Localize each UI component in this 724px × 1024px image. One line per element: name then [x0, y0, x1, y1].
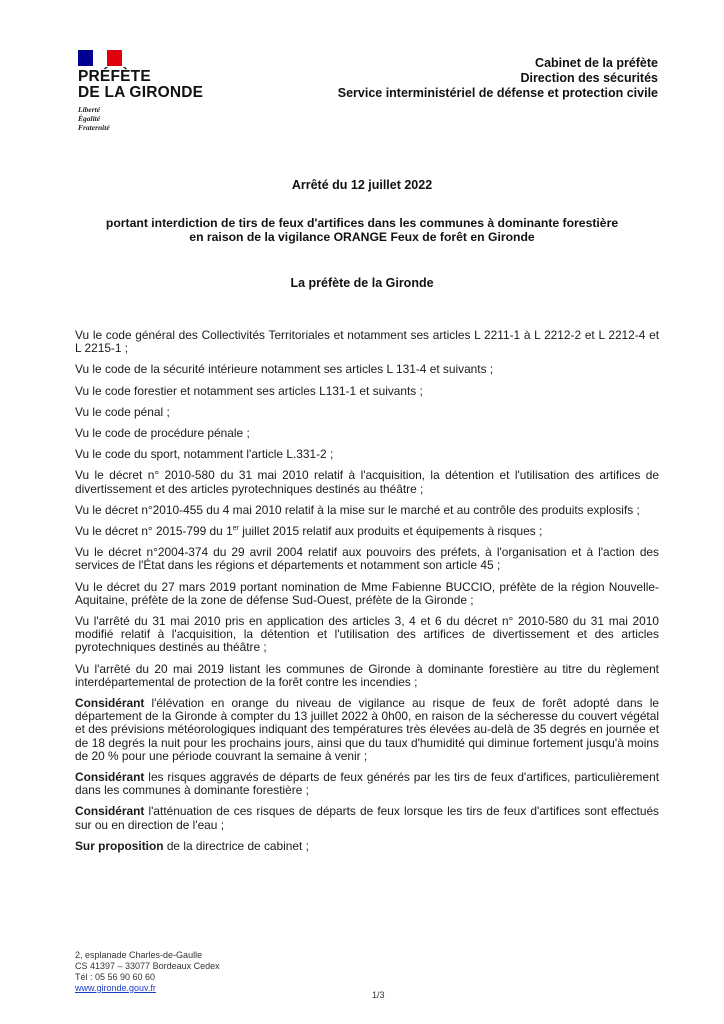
recital-paragraph	[75, 581, 659, 607]
recital-text: Vu l'arrêté du 31 mai 2010 pris en application des articles 3, 4 et 6 du décret n° 2010-580 du 31 mai 2010 modifié relatif à l'acquisition, la détention et l'utilisation des artifices de divertissement et des articles pyrotechniques destinés au théâtre ;	[75, 614, 659, 655]
recital-text: Vu le décret du 27 mars 2019 portant nomination de Mme Fabienne BUCCIO, préfète de la région Nouvelle-Aquitaine, préfète de la zone de défense Sud-Ouest, préfète de la Gironde ;	[75, 579, 659, 607]
page-number: 1/3	[372, 990, 385, 1000]
recital-text: Vu l'arrêté du 20 mai 2019 listant les communes de Gironde à dominante forestière au titre du règlement interdépartemental de protection de la forêt contre les incendies ;	[75, 661, 659, 689]
recital-paragraph	[75, 406, 659, 419]
recital-paragraph	[75, 448, 659, 461]
decree-subject	[0, 216, 724, 244]
flag-stripe	[78, 50, 93, 66]
decree-title: Arrêté du 12 juillet 2022	[291, 178, 433, 192]
prefecture-logo	[78, 50, 218, 132]
issuing-service	[338, 56, 658, 101]
recital-text: Vu le code de la sécurité intérieure notamment ses articles L 131-4 et suivants ;	[75, 362, 494, 377]
recital-superscript: er	[232, 525, 239, 533]
republic-motto	[78, 105, 218, 132]
service-line-cabinet: Cabinet de la préfète	[535, 56, 658, 70]
recital-text: Vu le code général des Collectivités Territoriales et notamment ses articles L 2211-1 à L 2212-2 et L 2212-4 et L 2215-1 ;	[75, 328, 659, 356]
motto-egalite: Égalité	[78, 114, 101, 123]
logo-line-1: PRÉFÈTE	[78, 68, 151, 85]
issuing-authority: La préfète de la Gironde	[290, 276, 434, 290]
recital-text: l'élévation en orange du niveau de vigilance au risque de feux de forêt adopté dans le département de la Gironde à compter du 13 juillet 2022 à 0h00, en raison de la sécheresse du couvert végétal et des prévisions météorologiques indiquant des températures très élevées au-delà de 35 degrés en journée et de 18 degrés la nuit pour les prochains jours, ainsi que du taux d'humidité qui diminue fortement jusqu'à moins de 20 % pour une période couvrant la semaine à venir ;	[75, 696, 659, 763]
recital-text: Vu le code forestier et notamment ses articles L131-1 et suivants ;	[75, 383, 423, 398]
footer-website-link[interactable]: www.gironde.gouv.fr	[75, 983, 156, 993]
recital-paragraph	[75, 363, 659, 376]
recital-text: Vu le code du sport, notamment l'article L.331-2 ;	[75, 447, 334, 462]
recital-text: Vu le décret n° 2015-799 du 1	[75, 524, 233, 539]
recital-text: Vu le décret n°2004-374 du 29 avril 2004 relatif aux pouvoirs des préfets, à l'organisation et à l'action des services de l'État dans les régions et départements et notamment son article 45 ;	[75, 545, 659, 573]
page-footer	[75, 950, 220, 994]
logo-line-2: DE LA GIRONDE	[78, 84, 204, 101]
recital-paragraph	[75, 427, 659, 440]
recital-text: Vu le décret n°2010-455 du 4 mai 2010 relatif à la mise sur le marché et au contrôle des produits explosifs ;	[75, 502, 640, 517]
recital-paragraph	[75, 469, 659, 495]
recital-text-continued: juillet 2015 relatif aux produits et équipements à risques ;	[238, 524, 543, 539]
recital-paragraph	[75, 329, 659, 355]
recital-paragraph	[75, 840, 659, 853]
recital-text: de la directrice de cabinet ;	[163, 838, 309, 853]
recital-paragraph	[75, 385, 659, 398]
recital-paragraph	[75, 663, 659, 689]
recital-text: l'atténuation de ces risques de départs de feux lorsque les tirs de feux d'artifices sont effectués sur ou en direction de l'eau ;	[75, 804, 659, 832]
recital-paragraph	[75, 771, 659, 797]
recital-paragraph	[75, 546, 659, 572]
recital-lead: Considérant	[75, 804, 145, 819]
recital-lead: Considérant	[75, 696, 145, 711]
recital-text: Vu le décret n° 2010-580 du 31 mai 2010 relatif à l'acquisition, la détention et l'utilisation des artifices de divertissement et des articles pyrotechniques destinés au théâtre ;	[75, 468, 659, 496]
recital-paragraph	[75, 697, 659, 763]
footer-phone: Tél : 05 56 90 60 60	[75, 972, 156, 982]
recital-text: Vu le code pénal ;	[75, 404, 170, 419]
footer-address-1: 2, esplanade Charles-de-Gaulle	[75, 950, 203, 960]
service-line-sidpc: Service interministériel de défense et protection civile	[337, 86, 658, 100]
subject-line-1: portant interdiction de tirs de feux d'artifices dans les communes à dominante forestière	[105, 216, 619, 230]
recital-paragraph	[75, 504, 659, 517]
service-line-direction: Direction des sécurités	[520, 71, 658, 85]
motto-fraternite: Fraternité	[78, 123, 110, 132]
subject-line-2: en raison de la vigilance ORANGE Feux de forêt en Gironde	[189, 230, 535, 244]
recital-text: Vu le code de procédure pénale ;	[75, 426, 250, 441]
recital-lead: Considérant	[75, 770, 145, 785]
french-flag-icon	[78, 50, 122, 66]
motto-liberte: Liberté	[78, 105, 101, 114]
flag-stripe	[107, 50, 122, 66]
flag-stripe	[93, 50, 108, 66]
recital-paragraph	[75, 805, 659, 831]
recitals	[75, 329, 659, 861]
recital-paragraph	[75, 615, 659, 655]
recital-paragraph	[75, 525, 659, 538]
recital-lead: Sur proposition	[75, 838, 164, 853]
recital-text: les risques aggravés de départs de feux générés par les tirs de feux d'artifices, particulièrement dans les communes à dominante forestière ;	[75, 770, 659, 798]
footer-address-2: CS 41397 – 33077 Bordeaux Cedex	[75, 961, 220, 971]
